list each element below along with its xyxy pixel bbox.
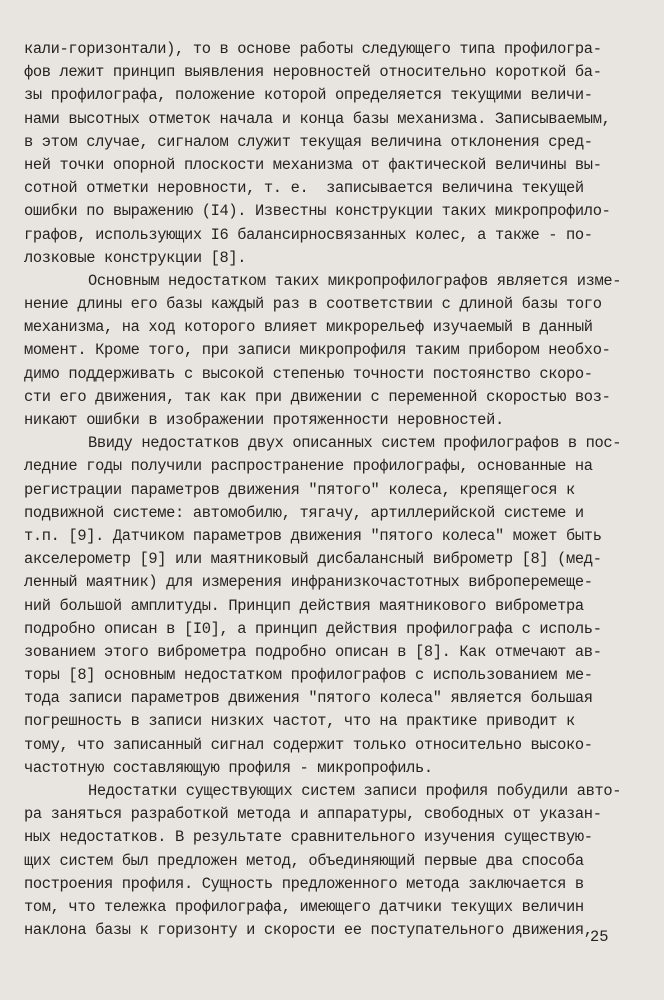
body-text [24,38,624,942]
text-line: димо поддерживать с высокой степенью точности постоянство скоро- [24,364,593,383]
text-line: момент. Кроме того, при записи микропрофиля таким прибором необхо- [24,341,611,360]
text-line: ней точки опорной плоскости механизма от фактической величины вы- [24,155,602,174]
text-line: том, что тележка профилографа, имеющего датчики текущих величин [24,897,584,916]
text-line: построения профиля. Сущность предложенного метода заключается в [24,874,584,893]
text-line: зованием этого виброметра подробно описан в [8]. Как отмечают ав- [24,642,602,661]
text-line: щих систем был предложен метод, объединяющий первые два способа [24,851,584,870]
text-line: ний большой амплитуды. Принцип действия маятникового виброметра [24,596,584,615]
paragraph-start-line: Недостатки существующих систем записи профиля побудили авто- [88,782,622,800]
text-line: фов лежит принцип выявления неровностей относительно короткой ба- [24,63,602,82]
text-line: зы профилографа, положение которой определяется текущими величи- [24,86,593,105]
text-line: торы [8] основным недостатком профилографов с использованием ме- [24,666,593,685]
text-line: сотной отметки неровности, т. е. записывается величина текущей [24,179,584,198]
text-line: тода записи параметров движения "пятого колеса" является большая [24,689,593,708]
text-line: ных недостатков. В результате сравнительного изучения существую- [24,828,593,847]
text-line: сти его движения, так как при движении с переменной скоростью воз- [24,387,611,406]
text-line: ошибки по выражению (I4). Известны конструкции таких микропрофило- [24,202,611,221]
text-line: погрешность в записи низких частот, что на практике приводит к [24,712,575,731]
text-line: лозковые конструкции [8]. [24,248,247,267]
paragraph-start-line: Ввиду недостатков двух описанных систем профилографов в пос- [88,434,622,453]
text-line: в этом случае, сигналом служит текущая величина отклонения сред- [24,132,593,151]
text-line: наклона базы к горизонту и скорости ее поступательного движения, [24,921,593,940]
text-line: ленный маятник) для измерения инфранизкочастотных виброперемеще- [24,573,593,592]
text-line: нение длины его базы каждый раз в соответствии с длиной базы того [24,295,602,314]
text-line: акселерометр [9] или маятниковый дисбалансный виброметр [8] (мед- [24,550,602,569]
text-line: тому, что записанный сигнал содержит только относительно высоко- [24,735,593,754]
page-number: 25 [590,928,609,946]
text-line: подвижной системе: автомобилю, тягачу, артиллерийской системе и [24,503,584,522]
paragraph-start-line: Основным недостатком таких микропрофилографов является изме- [88,271,622,290]
text-line: никают ошибки в изображении протяженности неровностей. [24,411,504,429]
text-line: графов, использующих I6 балансирносвязанных колес, а также - по- [24,225,593,244]
text-line: подробно описан в [I0], а принцип действия профилографа с исполь- [24,619,602,638]
text-line: нами высотных отметок начала и конца базы механизма. Записываемым, [24,109,611,128]
text-line: ра заняться разработкой метода и аппаратуры, свободных от указан- [24,805,602,824]
text-line: т.п. [9]. Датчиком параметров движения "пятого колеса" может быть [24,526,602,545]
text-line: частотную составляющую профиля - микропрофиль. [24,758,433,777]
text-line: механизма, на ход которого влияет микрорельеф изучаемый в данный [24,318,593,337]
text-line: регистрации параметров движения "пятого" колеса, крепящегося к [24,480,575,499]
text-line: ледние годы получили распространение профилографы, основанные на [24,457,593,476]
text-line: кали-горизонтали), то в основе работы следующего типа профилогра- [24,40,602,58]
